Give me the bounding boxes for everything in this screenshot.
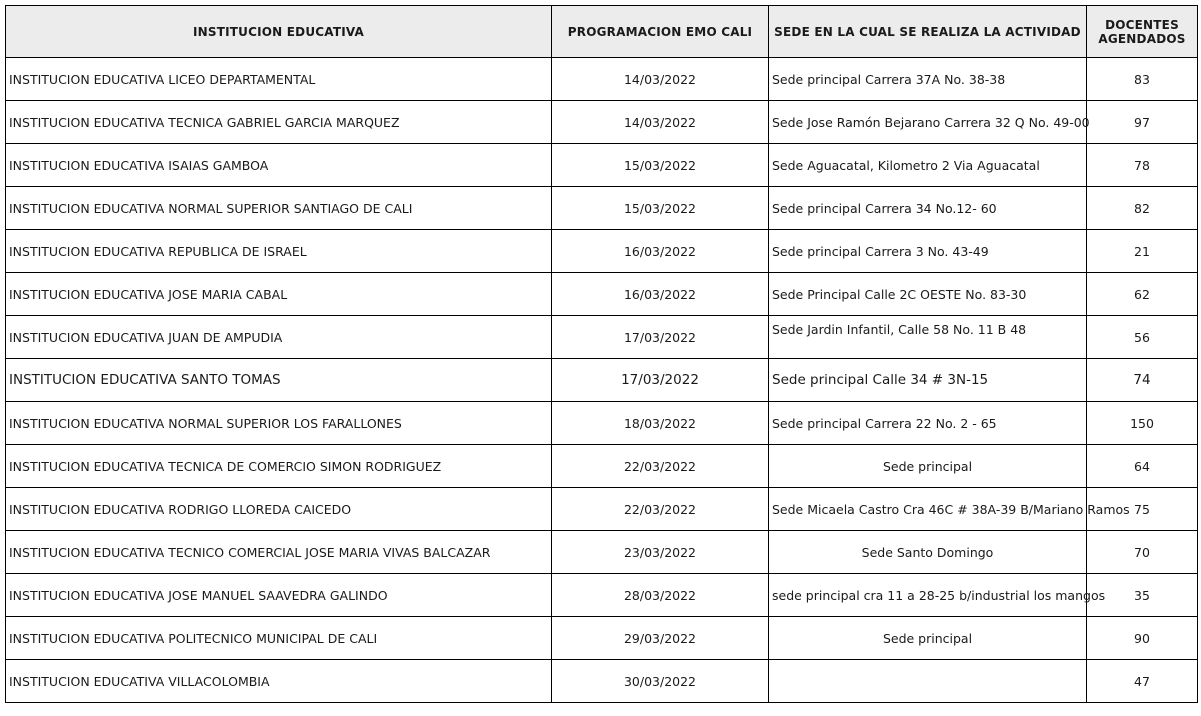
cell-fecha: 16/03/2022 bbox=[552, 230, 769, 273]
cell-institucion: INSTITUCION EDUCATIVA TECNICO COMERCIAL JOSE MARIA VIVAS BALCAZAR bbox=[6, 531, 552, 574]
cell-fecha: 17/03/2022 bbox=[552, 359, 769, 402]
cell-sede: Sede Jardin Infantil, Calle 58 No. 11 B 48 bbox=[769, 316, 1087, 359]
cell-docentes: 64 bbox=[1087, 445, 1198, 488]
cell-institucion: INSTITUCION EDUCATIVA JUAN DE AMPUDIA bbox=[6, 316, 552, 359]
cell-sede: Sede Micaela Castro Cra 46C # 38A-39 B/Mariano Ramos bbox=[769, 488, 1087, 531]
cell-docentes: 82 bbox=[1087, 187, 1198, 230]
header-docentes bbox=[1087, 6, 1198, 58]
cell-institucion: INSTITUCION EDUCATIVA SANTO TOMAS bbox=[6, 359, 552, 402]
cell-fecha: 23/03/2022 bbox=[552, 531, 769, 574]
cell-sede: Sede principal Carrera 22 No. 2 - 65 bbox=[769, 402, 1087, 445]
table-row bbox=[6, 402, 1198, 445]
cell-institucion: INSTITUCION EDUCATIVA LICEO DEPARTAMENTAL bbox=[6, 58, 552, 101]
cell-institucion: INSTITUCION EDUCATIVA JOSE MARIA CABAL bbox=[6, 273, 552, 316]
table-row bbox=[6, 574, 1198, 617]
cell-docentes: 70 bbox=[1087, 531, 1198, 574]
cell-sede: Sede Principal Calle 2C OESTE No. 83-30 bbox=[769, 273, 1087, 316]
cell-fecha: 16/03/2022 bbox=[552, 273, 769, 316]
cell-institucion: INSTITUCION EDUCATIVA TECNICA GABRIEL GARCIA MARQUEZ bbox=[6, 101, 552, 144]
header-programacion: PROGRAMACION EMO CALI bbox=[552, 6, 769, 58]
cell-institucion: INSTITUCION EDUCATIVA POLITECNICO MUNICIPAL DE CALI bbox=[6, 617, 552, 660]
cell-docentes: 97 bbox=[1087, 101, 1198, 144]
table-row bbox=[6, 187, 1198, 230]
table-row bbox=[6, 58, 1198, 101]
cell-sede: Sede principal Carrera 34 No.12- 60 bbox=[769, 187, 1087, 230]
table-row bbox=[6, 273, 1198, 316]
table-row bbox=[6, 660, 1198, 703]
cell-docentes: 56 bbox=[1087, 316, 1198, 359]
cell-sede: Sede Santo Domingo bbox=[769, 531, 1087, 574]
cell-fecha: 29/03/2022 bbox=[552, 617, 769, 660]
cell-sede: Sede principal bbox=[769, 445, 1087, 488]
cell-fecha: 18/03/2022 bbox=[552, 402, 769, 445]
cell-institucion: INSTITUCION EDUCATIVA TECNICA DE COMERCIO SIMON RODRIGUEZ bbox=[6, 445, 552, 488]
header-row bbox=[6, 6, 1198, 58]
cell-fecha: 22/03/2022 bbox=[552, 488, 769, 531]
cell-fecha: 15/03/2022 bbox=[552, 187, 769, 230]
cell-fecha: 14/03/2022 bbox=[552, 101, 769, 144]
cell-institucion: INSTITUCION EDUCATIVA VILLACOLOMBIA bbox=[6, 660, 552, 703]
header-docentes-line2: AGENDADOS bbox=[1098, 31, 1186, 46]
cell-institucion: INSTITUCION EDUCATIVA REPUBLICA DE ISRAEL bbox=[6, 230, 552, 273]
cell-docentes: 35 bbox=[1087, 574, 1198, 617]
cell-sede bbox=[769, 660, 1087, 703]
cell-docentes: 90 bbox=[1087, 617, 1198, 660]
cell-docentes: 74 bbox=[1087, 359, 1198, 402]
table-row bbox=[6, 230, 1198, 273]
cell-sede: Sede Aguacatal, Kilometro 2 Via Aguacatal bbox=[769, 144, 1087, 187]
table-row bbox=[6, 359, 1198, 402]
cell-sede: Sede Jose Ramón Bejarano Carrera 32 Q No. 49-00 bbox=[769, 101, 1087, 144]
table-row bbox=[6, 445, 1198, 488]
cell-sede: Sede principal Carrera 3 No. 43-49 bbox=[769, 230, 1087, 273]
table-row bbox=[6, 316, 1198, 359]
cell-fecha: 15/03/2022 bbox=[552, 144, 769, 187]
cell-institucion: INSTITUCION EDUCATIVA JOSE MANUEL SAAVEDRA GALINDO bbox=[6, 574, 552, 617]
cell-institucion: INSTITUCION EDUCATIVA ISAIAS GAMBOA bbox=[6, 144, 552, 187]
cell-sede: sede principal cra 11 a 28-25 b/industrial los mangos bbox=[769, 574, 1087, 617]
table-row bbox=[6, 101, 1198, 144]
cell-institucion: INSTITUCION EDUCATIVA NORMAL SUPERIOR LOS FARALLONES bbox=[6, 402, 552, 445]
cell-docentes: 21 bbox=[1087, 230, 1198, 273]
cell-docentes: 62 bbox=[1087, 273, 1198, 316]
cell-sede: Sede principal Carrera 37A No. 38-38 bbox=[769, 58, 1087, 101]
cell-fecha: 30/03/2022 bbox=[552, 660, 769, 703]
cell-fecha: 17/03/2022 bbox=[552, 316, 769, 359]
cell-docentes: 47 bbox=[1087, 660, 1198, 703]
schedule-table bbox=[5, 5, 1198, 703]
cell-sede: Sede principal bbox=[769, 617, 1087, 660]
cell-fecha: 22/03/2022 bbox=[552, 445, 769, 488]
cell-docentes: 78 bbox=[1087, 144, 1198, 187]
table-row bbox=[6, 488, 1198, 531]
cell-docentes: 75 bbox=[1087, 488, 1198, 531]
cell-fecha: 14/03/2022 bbox=[552, 58, 769, 101]
cell-docentes: 150 bbox=[1087, 402, 1198, 445]
header-institucion: INSTITUCION EDUCATIVA bbox=[6, 6, 552, 58]
header-sede: SEDE EN LA CUAL SE REALIZA LA ACTIVIDAD bbox=[769, 6, 1087, 58]
cell-sede: Sede principal Calle 34 # 3N-15 bbox=[769, 359, 1087, 402]
header-docentes-line1: DOCENTES bbox=[1105, 17, 1179, 32]
cell-institucion: INSTITUCION EDUCATIVA RODRIGO LLOREDA CAICEDO bbox=[6, 488, 552, 531]
table-row bbox=[6, 531, 1198, 574]
table-row bbox=[6, 617, 1198, 660]
cell-institucion: INSTITUCION EDUCATIVA NORMAL SUPERIOR SANTIAGO DE CALI bbox=[6, 187, 552, 230]
cell-fecha: 28/03/2022 bbox=[552, 574, 769, 617]
cell-docentes: 83 bbox=[1087, 58, 1198, 101]
table-row bbox=[6, 144, 1198, 187]
